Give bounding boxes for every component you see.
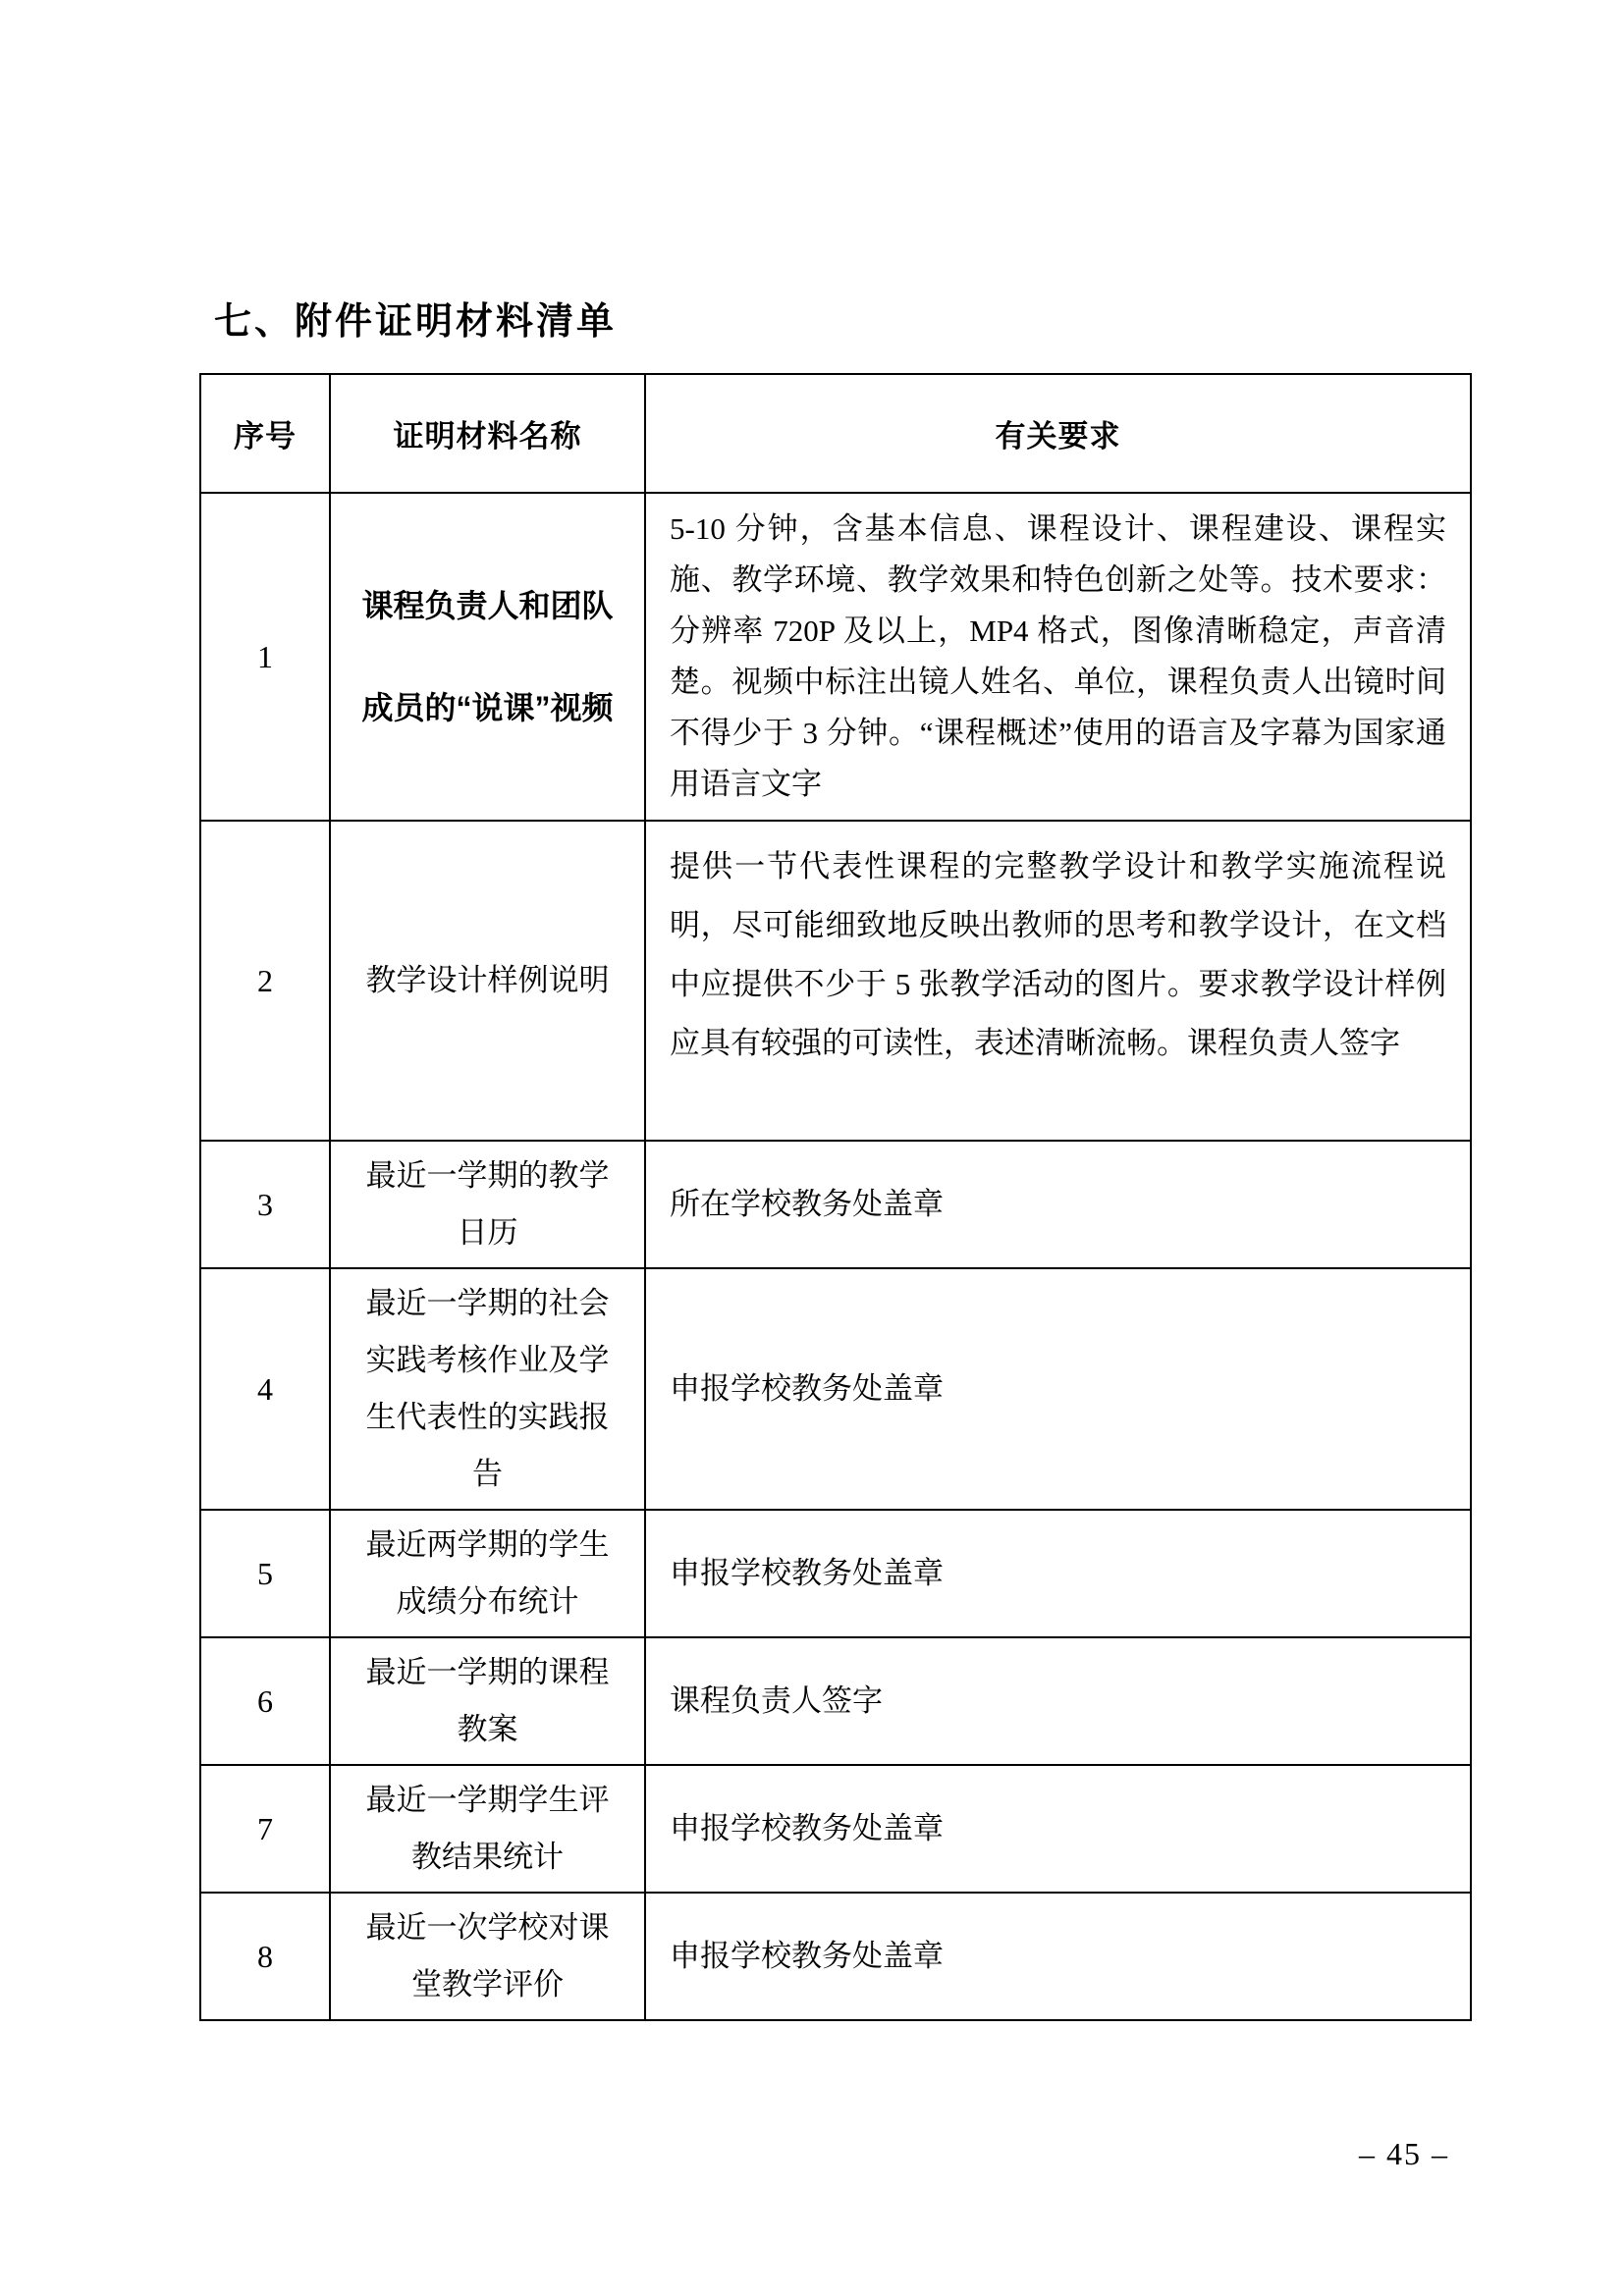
row-number: 3 xyxy=(200,1141,330,1268)
table-header-row xyxy=(200,374,1471,493)
table-row xyxy=(200,493,1471,821)
page-number: – 45 – xyxy=(1359,2136,1449,2171)
table-row xyxy=(200,1141,1471,1268)
material-requirement: 提供一节代表性课程的完整教学设计和教学实施流程说明，尽可能细致地反映出教师的思考和教学设计，在文档中应提供不少于 5 张教学活动的图片。要求教学设计样例应具有较强的可读性，表述清晰流畅。课程负责人签字 xyxy=(645,821,1471,1141)
table-row xyxy=(200,1893,1471,2020)
table-row xyxy=(200,1268,1471,1510)
row-number: 7 xyxy=(200,1765,330,1893)
material-requirement: 5-10 分钟，含基本信息、课程设计、课程建设、课程实施、教学环境、教学效果和特色创新之处等。技术要求：分辨率 720P 及以上，MP4 格式，图像清晰稳定，声音清楚。视频中标注出镜人姓名、单位，课程负责人出镜时间不得少于 3 分钟。“课程概述”使用的语言及字幕为国家通用语言文字 xyxy=(645,493,1471,821)
material-name: 最近一学期的教学日历 xyxy=(330,1141,645,1268)
material-requirement: 申报学校教务处盖章 xyxy=(645,1268,1471,1510)
material-name: 最近一次学校对课堂教学评价 xyxy=(330,1893,645,2020)
material-requirement: 申报学校教务处盖章 xyxy=(645,1893,1471,2020)
header-cell-requirement: 有关要求 xyxy=(645,374,1471,493)
material-name: 最近两学期的学生成绩分布统计 xyxy=(330,1510,645,1637)
section-heading: 七、附件证明材料清单 xyxy=(214,301,618,343)
material-name: 教学设计样例说明 xyxy=(330,821,645,1141)
row-number: 5 xyxy=(200,1510,330,1637)
row-number: 6 xyxy=(200,1637,330,1765)
table-row xyxy=(200,821,1471,1141)
row-number: 4 xyxy=(200,1268,330,1510)
material-name: 最近一学期学生评教结果统计 xyxy=(330,1765,645,1893)
material-requirement: 申报学校教务处盖章 xyxy=(645,1510,1471,1637)
table-row xyxy=(200,1510,1471,1637)
header-cell-no: 序号 xyxy=(200,374,330,493)
material-requirement: 所在学校教务处盖章 xyxy=(645,1141,1471,1268)
row-number: 2 xyxy=(200,821,330,1141)
table-row xyxy=(200,1637,1471,1765)
material-name: 最近一学期的课程教案 xyxy=(330,1637,645,1765)
materials-table xyxy=(199,373,1472,2021)
header-cell-name: 证明材料名称 xyxy=(330,374,645,493)
material-requirement: 申报学校教务处盖章 xyxy=(645,1765,1471,1893)
row-number: 1 xyxy=(200,493,330,821)
material-name: 课程负责人和团队成员的“说课”视频 xyxy=(330,493,645,821)
material-requirement: 课程负责人签字 xyxy=(645,1637,1471,1765)
row-number: 8 xyxy=(200,1893,330,2020)
material-name: 最近一学期的社会实践考核作业及学生代表性的实践报告 xyxy=(330,1268,645,1510)
table-row xyxy=(200,1765,1471,1893)
